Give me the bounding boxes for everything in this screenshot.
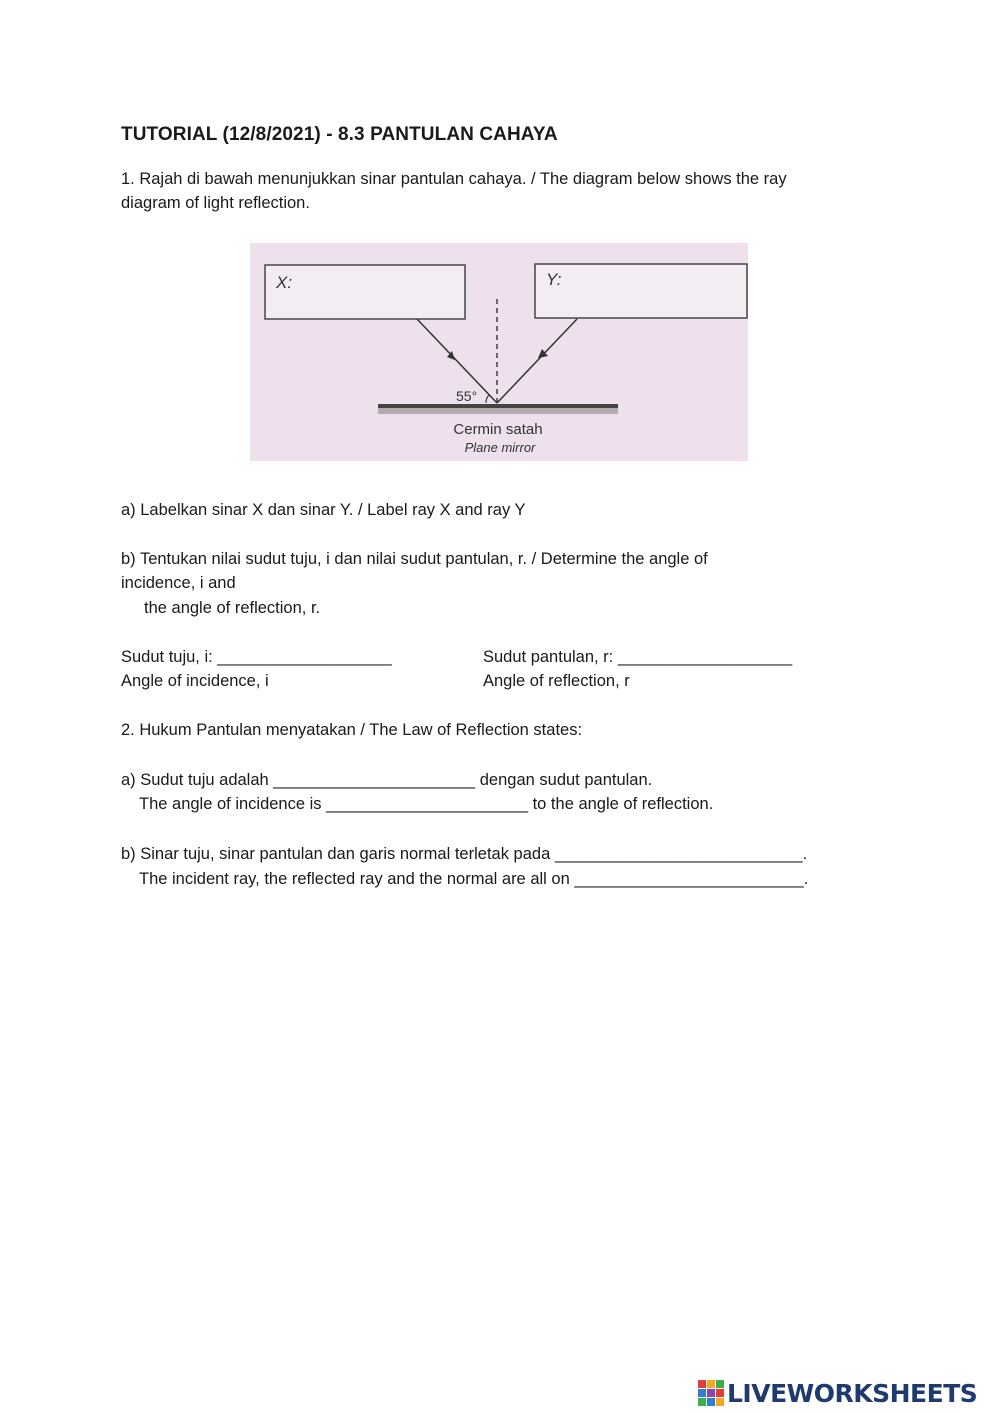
mirror-label-en: Plane mirror [464, 440, 536, 455]
worksheet-title: TUTORIAL (12/8/2021) - 8.3 PANTULAN CAHAYA [121, 124, 558, 145]
mirror-label-ms: Cermin satah [453, 421, 543, 438]
liveworksheets-logo-icon [697, 1379, 725, 1407]
reflection-diagram [250, 243, 748, 461]
question-2a-en[interactable]: The angle of incidence is ______________________ to the angle of reflection. [139, 795, 714, 813]
question-2-intro: 2. Hukum Pantulan menyatakan / The Law of Reflection states: [121, 721, 583, 739]
angle-label: 55° [456, 388, 478, 404]
question-1b-line-1: b) Tentukan nilai sudut tuju, i dan nilai sudut pantulan, r. / Determine the angle of [121, 550, 708, 568]
liveworksheets-brand [697, 1377, 977, 1409]
plane-mirror [378, 404, 618, 408]
question-1-line-2: diagram of light reflection. [121, 194, 310, 212]
label-y: Y: [546, 270, 562, 289]
question-2a-ms[interactable]: a) Sudut tuju adalah ______________________ dengan sudut pantulan. [121, 771, 653, 789]
reflection-diagram-svg [250, 243, 748, 461]
question-1b-line-2: incidence, i and [121, 574, 236, 592]
label-box-x[interactable] [265, 265, 465, 319]
reflection-label-en: Angle of reflection, r [483, 672, 630, 690]
label-box-y[interactable] [535, 264, 747, 318]
question-2b-ms[interactable]: b) Sinar tuju, sinar pantulan dan garis normal terletak pada ___________________________. [121, 845, 808, 863]
label-x: X: [276, 273, 293, 292]
mirror-hatching [378, 408, 618, 414]
question-1b-line-3: the angle of reflection, r. [144, 599, 321, 617]
question-1-line-1: 1. Rajah di bawah menunjukkan sinar pantulan cahaya. / The diagram below shows the ray [121, 170, 787, 188]
reflection-answer-field[interactable]: Sudut pantulan, r: ___________________ [483, 648, 793, 666]
question-1a: a) Labelkan sinar X dan sinar Y. / Label ray X and ray Y [121, 501, 526, 519]
incidence-answer-field[interactable]: Sudut tuju, i: ___________________ [121, 648, 392, 666]
incidence-label-en: Angle of incidence, i [121, 672, 269, 690]
question-2b-en[interactable]: The incident ray, the reflected ray and the normal are all on _________________________. [139, 870, 809, 888]
liveworksheets-brand-text: LIVEWORKSHEETS [727, 1378, 978, 1408]
